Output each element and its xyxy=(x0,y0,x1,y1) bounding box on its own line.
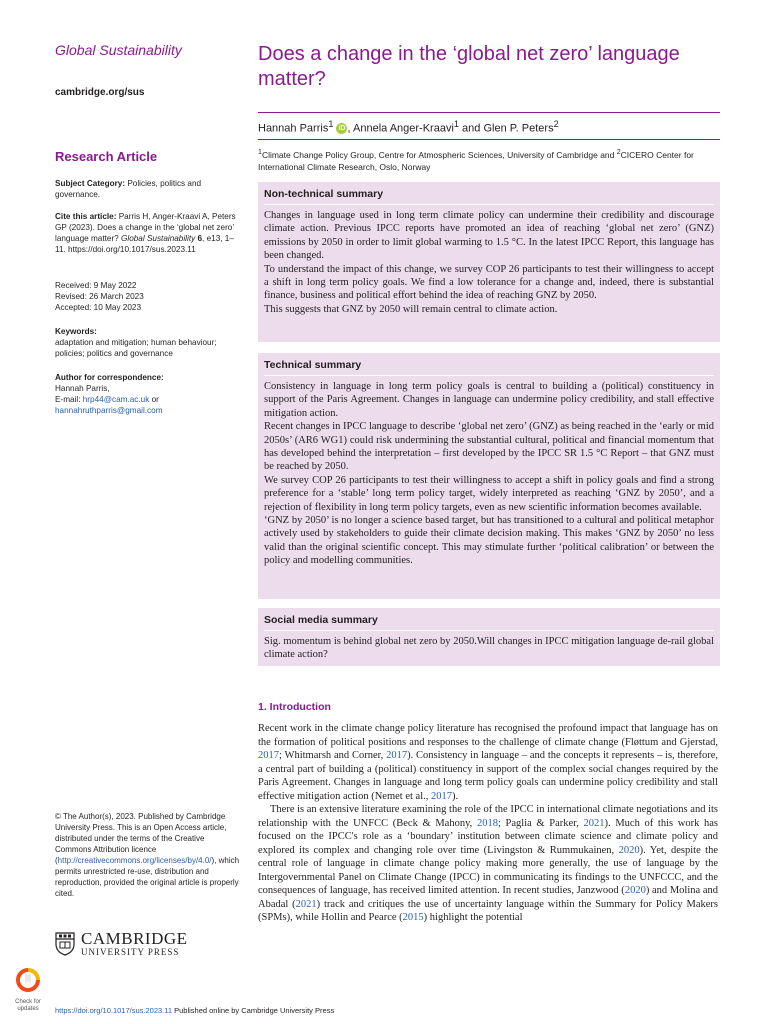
publisher-name: CAMBRIDGE xyxy=(81,929,188,948)
non-technical-p3: This suggests that GNZ by 2050 will remain central to climate action. xyxy=(264,303,558,315)
citation-link[interactable]: 2020 xyxy=(624,885,646,896)
page-footer xyxy=(55,1006,334,1015)
footer-text: Published online by Cambridge University Press xyxy=(172,1006,335,1015)
technical-summary-box xyxy=(258,353,720,599)
technical-heading: Technical summary xyxy=(264,358,714,376)
author-1[interactable]: Hannah Parris xyxy=(258,122,329,135)
non-technical-p2: To understand the impact of this change, we survey COP 26 participants to test their willingness to accept a shift in long term policy goals. We find a low tolerance for a change and, indeed, there is substantial finance, business and political effort behind the idea of reaching GNZ by 2050. xyxy=(264,263,714,302)
cite-journal: Global Sustainability xyxy=(121,234,196,243)
intro-text: ). Yet, despite the central role of language in climate change policy making more generally, the use of language by the Intergovernmental Panel on Climate Change (IPCC) in communicating its findings to the UNFCCC, and the consequences of language, has received limited attention. In recent studies, Janzwood ( xyxy=(258,844,718,896)
intro-text: ; Paglia & Parker, xyxy=(497,817,584,829)
technical-p3: We survey COP 26 participants to test their willingness to accept a shift in policy goals and find a strong preference for a ‘stable’ long term policy target, widely interpreted as reaching ‘GNZ by 2050’, and a rejection of flexibility in long term policy targets, even as new scientific information becomes available. xyxy=(264,474,714,513)
affil-1-mark: 1 xyxy=(258,148,262,156)
check-for-updates-badge[interactable] xyxy=(8,968,48,1018)
author-3[interactable]: Glen P. Peters xyxy=(483,122,554,135)
affil-2-text: CICERO Center for International Climate Research, Oslo, Norway xyxy=(258,149,694,172)
cite-text: Parris H, Anger-Kraavi A, Peters GP (2023). Does a change in the ‘global net zero’ language matter? xyxy=(55,212,236,243)
email-label: E-mail: xyxy=(55,395,83,404)
author-list xyxy=(258,119,559,135)
badge-line-1: Check for xyxy=(15,999,41,1005)
intro-text: ). Much of this work has focused on the IPCC's role as a ‘boundary’ institution between climate science and climate policy and explored its complex and changing role over time (Livingston & Rummukainen, xyxy=(258,817,718,856)
license-text: ), which permits unrestricted re-use, distribution and reproduction, provided the original article is properly cited. xyxy=(55,856,240,898)
received-date: Received: 9 May 2022 xyxy=(55,281,137,290)
orcid-icon[interactable]: iD xyxy=(338,125,346,133)
citation-link[interactable]: 2021 xyxy=(295,898,317,910)
cite-doi[interactable]: , e13, 1–11. https://doi.org/10.1017/sus.2023.11 xyxy=(55,234,234,254)
subject-value: Policies, politics and governance. xyxy=(55,179,202,199)
non-technical-p1: Changes in language used in long term climate policy can undermine their credibility and discourage climate action. Previous IPCC reports have promoted an idea of reaching ‘global net zero’ (GNZ) emissions by 2050 in order to limit global warming to 1.5 °C. In the latest IPCC Report, this language has been changed. xyxy=(264,210,714,262)
intro-p2 xyxy=(258,803,718,925)
technical-p4: ‘GNZ by 2050’ is no longer a science based target, but has transitioned to a cultural and political metaphor actively used by stakeholders to guide their climate decision making. This makes ‘GNZ by 2050’ no less valid than the original scientific concept. This may stimulate further ‘political calibration’ or between the policy and modelling communities. xyxy=(264,515,714,567)
citation-link[interactable]: 2020 xyxy=(618,844,640,856)
check-updates-icon xyxy=(16,968,40,994)
keywords xyxy=(55,326,240,359)
journal-site-link[interactable]: cambridge.org/sus xyxy=(55,87,145,98)
accepted-date: Accepted: 10 May 2023 xyxy=(55,303,142,312)
affiliations xyxy=(258,146,723,173)
correspondence-name: Hannah Parris, xyxy=(55,384,110,393)
article-type: Research Article xyxy=(55,149,158,164)
cite-volume: 6 xyxy=(195,234,203,243)
revised-date: Revised: 26 March 2023 xyxy=(55,292,144,301)
intro-text: ). xyxy=(452,790,459,802)
license-notice xyxy=(55,811,242,899)
publisher-logo xyxy=(55,930,188,958)
crest-icon xyxy=(55,932,75,956)
citation-link[interactable]: 2021 xyxy=(583,817,605,829)
dates xyxy=(55,280,240,313)
keywords-list: adaptation and mitigation; human behaviour; policies; politics and governance xyxy=(55,338,217,358)
intro-body xyxy=(258,722,718,925)
correspondence xyxy=(55,372,240,416)
social-p1: Sig. momentum is behind global net zero by 2050.Will changes in IPCC mitigation language de-rail global climate action? xyxy=(264,636,714,661)
intro-text: ). Consistency in language – and the concepts it represents – is, therefore, a central part of building a (political) constituency in support of the complex social changes required by the Paris Agreement. Changes in language and long term policy goals can undermine policy credibility and stall effective mitigation action (Nemet et al., xyxy=(258,750,718,802)
keywords-label: Keywords: xyxy=(55,327,97,336)
affil-1-text: Climate Change Policy Group, Centre for Atmospheric Sciences, University of Cambridge and xyxy=(261,149,617,160)
intro-text: Recent work in the climate change policy literature has recognised the profound impact that language has on the formation of political positions and responses to the challenge of climate change (Fløttum and Gjerstad, xyxy=(258,723,718,748)
correspondence-email xyxy=(55,394,240,405)
footer-doi-link[interactable]: https://doi.org/10.1017/sus.2023.11 xyxy=(55,1006,173,1015)
citation-link[interactable]: 2015 xyxy=(402,912,424,923)
non-technical-heading: Non-technical summary xyxy=(264,187,714,205)
author-separator: and xyxy=(459,122,484,135)
citation-link[interactable]: 2018 xyxy=(476,817,498,829)
citation-link[interactable]: 2017 xyxy=(386,750,408,761)
author-3-affil: 2 xyxy=(553,119,559,129)
technical-p2: Recent changes in IPCC language to describe ‘global net zero’ (GNZ) as being reached in the ‘early or mid 2050s’ (AR6 WG1) could risk undermining the substantial cultural, political and financial momentum that has developed behind the interpretation – first developed by the IPCC SR 1.5 °C Report – that GNZ must be reached by 2050. xyxy=(264,421,714,473)
email-link-2[interactable]: hannahruthparris@gmail.com xyxy=(55,406,163,415)
intro-text: ) track and critiques the use of uncertainty language within the Summary for Policy Makers (SPMs), while Hollin and Pearce ( xyxy=(258,898,718,923)
license-text: © The Author(s), 2023. Published by Cambridge University Press. This is an Open Access article, distributed under the terms of the Creative Commons Attribution licence ( xyxy=(55,812,227,865)
subject-category xyxy=(55,178,240,200)
subject-label: Subject Category: xyxy=(55,179,126,188)
intro-heading: 1. Introduction xyxy=(258,701,331,713)
author-2[interactable]: Annela Anger-Kraavi xyxy=(353,122,454,135)
intro-text: ) highlight the potential xyxy=(423,912,523,923)
citation xyxy=(55,211,240,255)
intro-p1 xyxy=(258,722,718,803)
author-2-affil: 1 xyxy=(453,119,459,129)
authors-rule xyxy=(258,139,720,140)
affil-2-mark: 2 xyxy=(616,148,621,156)
intro-text: There is an extensive literature examining the role of the IPCC in international climate negotiations and its relationship with the UNFCC (Beck & Mahony, xyxy=(258,804,718,829)
correspondence-label: Author for correspondence: xyxy=(55,373,164,382)
email-or: or xyxy=(149,395,159,404)
intro-text: ) and Molina and Abadal ( xyxy=(258,885,718,910)
license-link[interactable]: http://creativecommons.org/licenses/by/4.0/ xyxy=(57,856,212,865)
social-summary-box xyxy=(258,608,720,666)
author-separator: , xyxy=(347,122,353,135)
badge-line-2: updates xyxy=(17,1006,39,1012)
title-rule xyxy=(258,112,720,113)
journal-name: Global Sustainability xyxy=(55,42,182,58)
article-title: Does a change in the ‘global net zero’ language matter? xyxy=(258,43,680,90)
publisher-subtitle: UNIVERSITY PRESS xyxy=(81,947,180,957)
cite-label: Cite this article: xyxy=(55,212,117,221)
author-1-affil: 1 xyxy=(328,119,334,129)
email-link-1[interactable]: hrp44@cam.ac.uk xyxy=(82,395,150,404)
technical-p1: Consistency in language in long term policy goals is central to building a (political) constituency in support of the Paris Agreement. Changes in language can undermine policy credibility, and stall effective mitigation action. xyxy=(264,381,714,419)
citation-link[interactable]: 2017 xyxy=(431,790,452,802)
citation-link[interactable]: 2017 xyxy=(258,750,279,761)
social-heading: Social media summary xyxy=(264,613,714,631)
intro-text: ; Whitmarsh and Corner, xyxy=(279,750,387,761)
non-technical-summary-box xyxy=(258,182,720,342)
